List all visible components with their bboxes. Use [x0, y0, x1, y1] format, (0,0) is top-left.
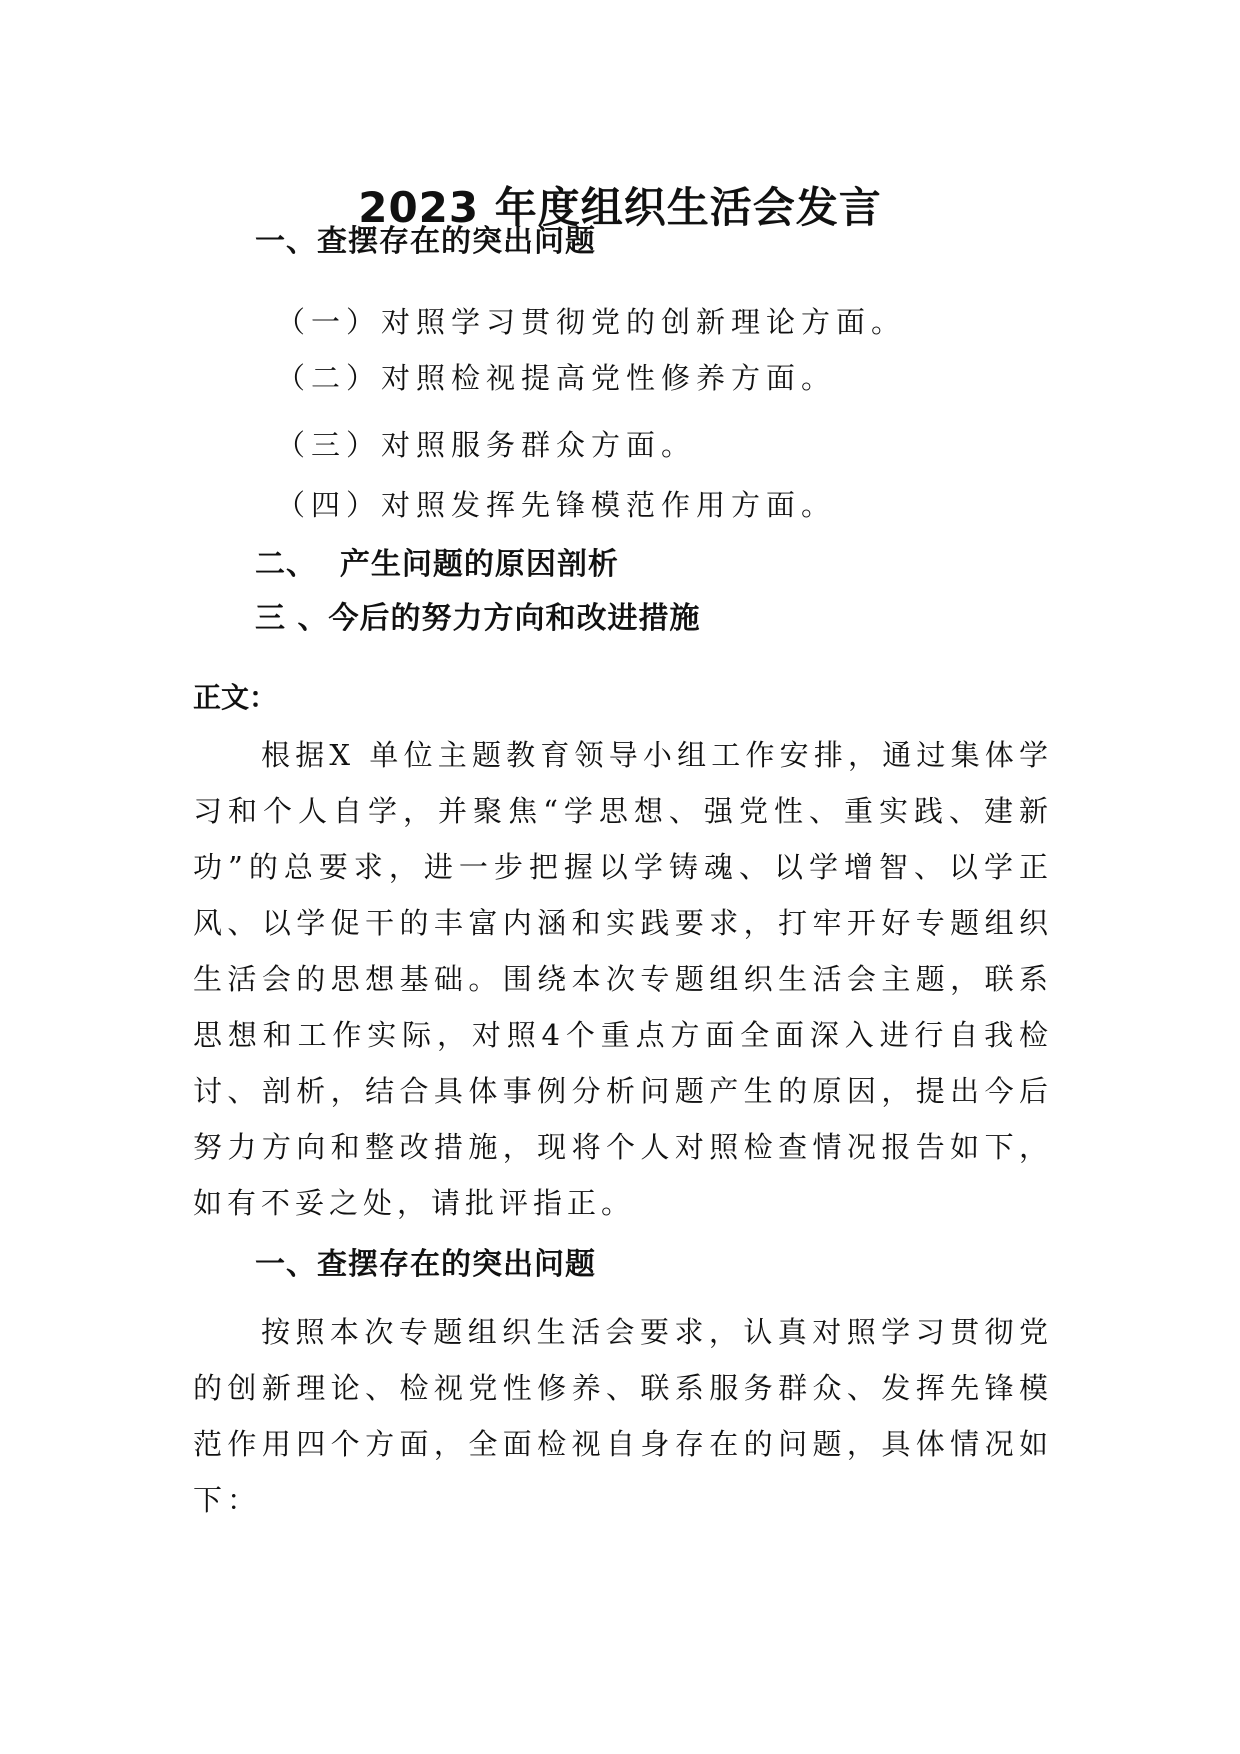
section-1-heading: 一、查摆存在的突出问题: [255, 1247, 596, 1282]
outline-heading-3: 三 、今后的努力方向和改进措施: [255, 601, 701, 636]
outline-item-3: （三）对照服务群众方面。: [276, 428, 697, 462]
outline-item-2: （二）对照检视提高党性修养方面。: [276, 361, 837, 395]
section-1-paragraph: 按照本次专题组织生活会要求，认真对照学习贯彻党的创新理论、检视党性修养、联系服务群众、发挥先锋模范作用四个方面，全面检视自身存在的问题，具体情况如下：: [193, 1315, 1053, 1517]
body-label: 正文：: [193, 681, 278, 714]
outline-heading-1: 一、查摆存在的突出问题: [255, 224, 596, 259]
outline-item-4: （四）对照发挥先锋模范作用方面。: [276, 488, 837, 522]
outline-item-1: （一）对照学习贯彻党的创新理论方面。: [276, 305, 907, 339]
document-title: 2023 年度组织生活会发言: [358, 183, 882, 232]
intro-paragraph: 根据X 单位主题教育领导小组工作安排，通过集体学习和个人自学，并聚焦“学思想、强党性、重实践、建新功”的总要求，进一步把握以学铸魂、以学增智、以学正风、以学促干的丰富内涵和实践要求，打牢开好专题组织生活会的思想基础。围绕本次专题组织生活会主题，联系思想和工作实际，对照4个重点方面全面深入进行自我检讨、剖析，结合具体事例分析问题产生的原因，提出今后努力方向和整改措施，现将个人对照检查情况报告如下，如有不妥之处，请批评指正。: [193, 738, 1053, 1220]
outline-heading-2: 二、 产生问题的原因剖析: [255, 547, 619, 582]
